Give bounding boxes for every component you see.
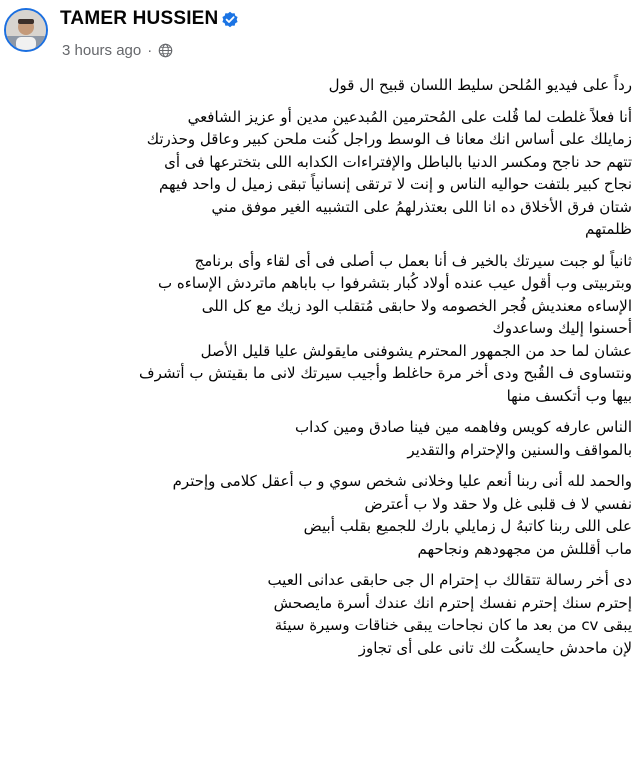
post-text-line: ظلمتهم [585,220,632,238]
post-meta [62,42,173,59]
post-text-line: والحمد لله أنى ربنا أنعم عليا وخلانى شخص سوي و ب أعقل كلامى وإحترم [172,472,632,490]
post-text-line: أحسنوا إليك وساعدوك [492,319,632,337]
post-text-line: تتهم حد ناجح ومكسر الدنيا بالباطل والإفتراءات الكدابه اللى بتخترعها فى أى [164,152,632,171]
post-text-line: الناس عارفه كويس وفاهمه مين فينا صادق ومين كداب [295,418,632,436]
post-text-line: ونتساوى ف القُبح ودى أخر مرة حاغلط وأجيب سيرتك لانى ما بقيتش ب أتشرف [139,364,632,382]
post-paragraph [0,250,632,408]
post-text-line: لإن ماحدش حايسكُت لك تانى على أى تجاوز [358,638,632,657]
post-text-line: شتان فرق الأخلاق ده انا اللى بعتذرلهمُ على التشبيه الغير موفق مني [211,197,632,216]
post-text-line: زمايلك على أساس انك معانا ف الوسط وراجل كُنت ملحن كبير وعاقل وحذرتك [146,130,632,148]
author-avatar[interactable] [4,8,48,52]
post-paragraph [0,416,632,461]
globe-icon[interactable] [158,43,173,58]
post-text-line: أنا فعلاً غلطت لما قُلت على المُحترمين المُبدعين مدين أو عزيز الشافعي [187,107,632,126]
post-text-line: إحترم سنك إحترم نفسك إحترم انك عندك أسرة مايصحش [273,593,632,612]
post-paragraph [0,569,632,659]
post-paragraph [0,470,632,560]
post-text-line: وبتربيتى وب أقول عيب عنده أولاد كُبار بتشرفوا ب باباهم ماتردش الإساءه ب [158,274,632,292]
post-paragraph [0,106,632,241]
post-text-line: رداً على فيديو المُلحن سليط اللسان قبيح ال قول [328,76,632,94]
post-body [0,74,632,760]
meta-separator: · [147,42,153,59]
post-text-line: بالمواقف والسنين والإحترام والتقدير [407,440,632,459]
post-text-line: بيها وب أتكسف منها [506,386,632,405]
post-text-line: عشان لما حد من الجمهور المحترم يشوفنى مايقولش عليا قليل الأصل [200,341,632,360]
post-text-line: يبقى cv من بعد ما كان نجاحات يبقى خناقات وسيرة سيئة [274,616,632,634]
author-name[interactable]: TAMER HUSSIEN [60,8,219,29]
post-header [0,0,640,74]
post-text-line: الإساءه معنديش فُجر الخصومه ولا حابقى مُتقلب الود زيك مع كل اللى [201,296,632,315]
verified-badge-icon [221,11,239,29]
post-paragraph [0,74,632,97]
post-text-line: نجاح كبير بلتفت حواليه الناس و إنت لا ترتقى إنسانياً تبقى زميل ل واحد فيهم [159,175,632,193]
post-text-line: نفسي لا ف قلبى غل ولا حقد ولا ب أعترض [364,494,632,513]
post-text-line: على اللى ربنا كاتبهُ ل زمايلي بارك للجميع بقلب أبيض [303,517,632,535]
post-text-line: ماب أقللش من مجهودهم ونجاحهم [417,539,632,558]
avatar-photo [6,10,46,50]
post-timestamp[interactable]: 3 hours ago [62,42,142,59]
post-text-line: دى أخر رسالة تتقالك ب إحترام ال جى حابقى عدانى العيب [267,571,632,589]
post-text-line: ثانياً لو جبت سيرتك بالخير ف أنا بعمل ب أصلى فى أى لقاء وأى برنامج [194,251,632,270]
